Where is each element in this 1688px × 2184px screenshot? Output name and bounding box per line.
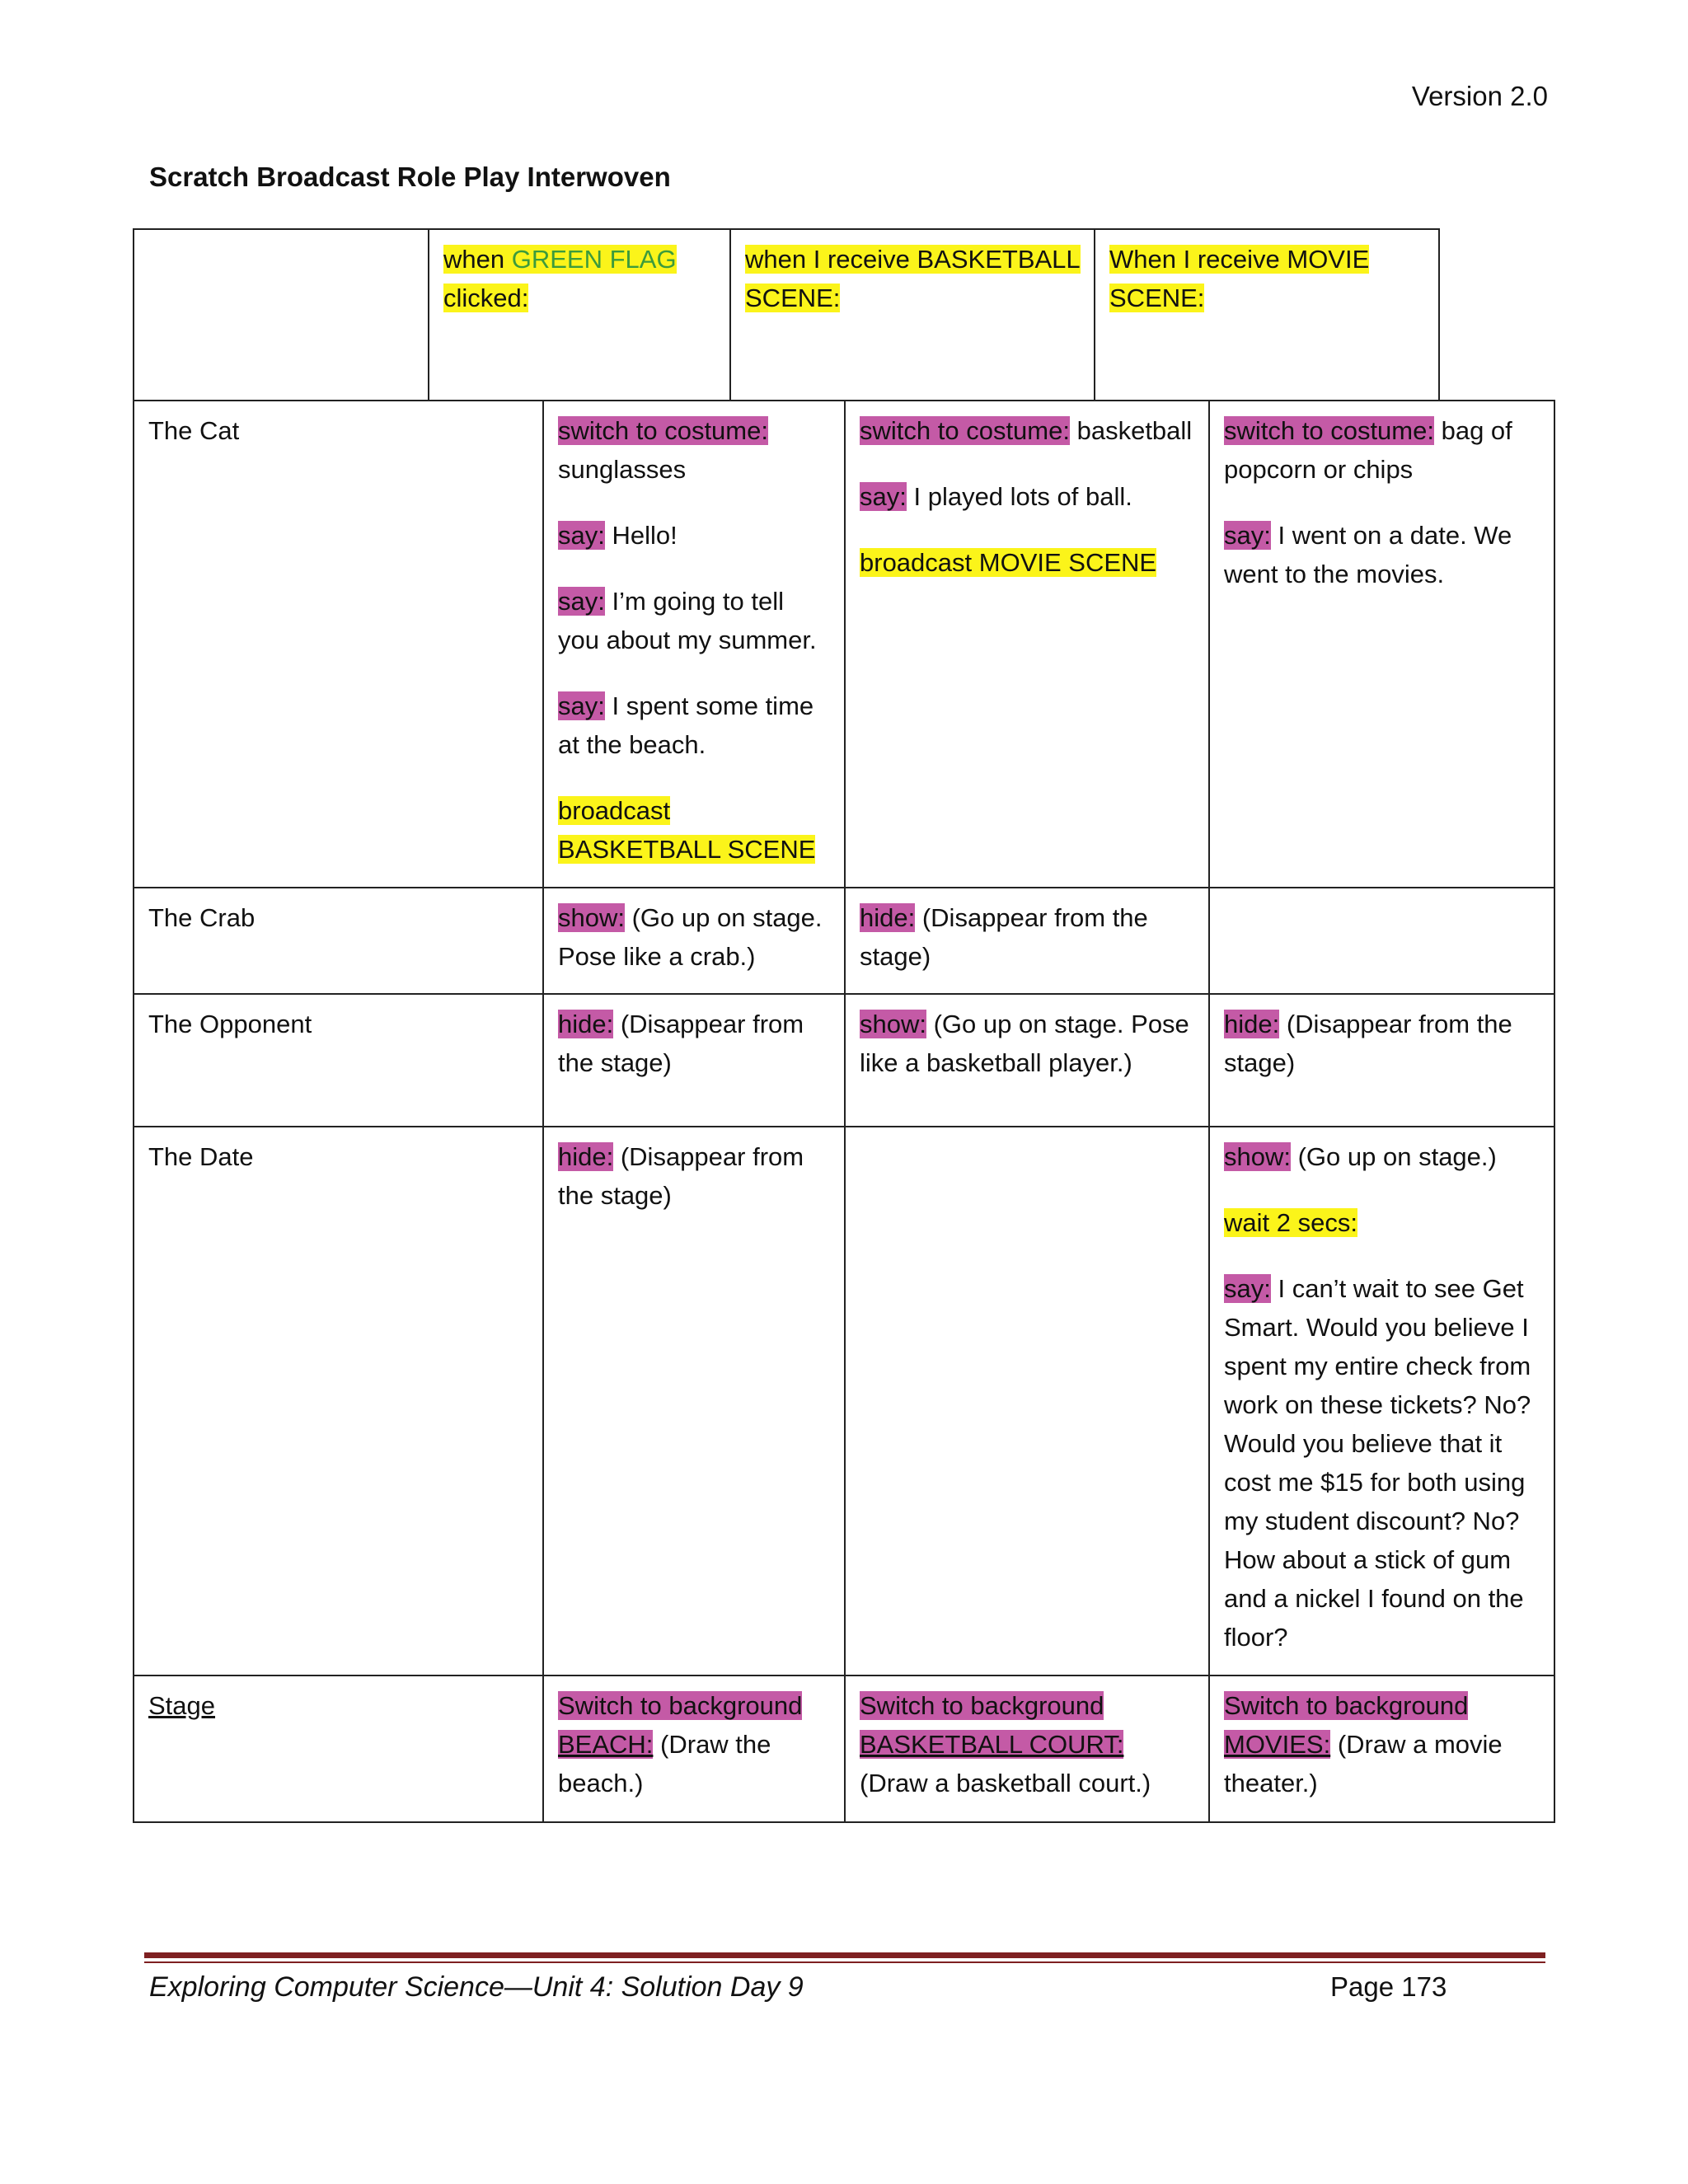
row-date-movie-cell: show: (Go up on stage.) wait 2 secs: say: I can’t wait to see Get Smart. Would you believe I spent my entire check from work on these tickets? No? Would you believe that it cost me $15 for both using my student discount? No? How about a stick of gum and a nickel I found on the floor? xyxy=(1208,1126,1555,1676)
row-cat-name: The Cat xyxy=(148,416,240,445)
footer-course-title: Exploring Computer Science—Unit 4: Solution Day 9 xyxy=(149,1971,804,2003)
cat-script-line: say: I played lots of ball. xyxy=(860,482,1132,511)
row-opponent-movie-cell: hide: (Disappear from the stage) xyxy=(1208,993,1555,1127)
row-date-name: The Date xyxy=(148,1142,254,1171)
footer-rule-thin xyxy=(144,1961,1545,1963)
cat-script-line: say: Hello! xyxy=(558,521,678,550)
row-cat-name-cell xyxy=(133,400,544,888)
row-crab-movie-cell xyxy=(1208,887,1555,995)
row-crab-basketball-cell: hide: (Disappear from the stage) xyxy=(844,887,1210,995)
row-opponent-name: The Opponent xyxy=(148,1010,312,1038)
row-opponent-name-cell xyxy=(133,993,544,1127)
header-basketball-cell xyxy=(729,228,1095,401)
document-title: Scratch Broadcast Role Play Interwoven xyxy=(149,162,671,192)
cat-script-line: switch to costume: bag of popcorn or chips xyxy=(1224,416,1512,484)
green-flag-when: when xyxy=(443,245,512,274)
cat-broadcast-line: broadcast MOVIE SCENE xyxy=(860,548,1157,577)
row-cat-basketball-cell xyxy=(844,400,1210,888)
row-crab-name: The Crab xyxy=(148,903,256,932)
cat-script-line: say: I spent some time at the beach. xyxy=(558,691,814,759)
header-green-flag-cell xyxy=(428,228,731,401)
header-basketball-label: when I receive BASKETBALL SCENE: xyxy=(745,245,1081,312)
row-opponent-basketball-cell: show: (Go up on stage. Pose like a basketball player.) xyxy=(844,993,1210,1127)
row-stage-name: Stage xyxy=(148,1691,216,1720)
row-stage-basketball-cell: Switch to background BASKETBALL COURT: (Draw a basketball court.) xyxy=(844,1675,1210,1823)
cat-script-line: say: I went on a date. We went to the movies. xyxy=(1224,521,1512,588)
row-opponent-green-flag-cell: hide: (Disappear from the stage) xyxy=(542,993,846,1127)
row-date-name-cell xyxy=(133,1126,544,1676)
header-movie-label: When I receive MOVIE SCENE: xyxy=(1109,245,1370,312)
green-flag-clicked: clicked: xyxy=(443,284,529,312)
cat-script-line: switch to costume: basketball xyxy=(860,416,1193,445)
row-stage-movie-cell: Switch to background MOVIES: (Draw a movie theater.) xyxy=(1208,1675,1555,1823)
row-date-green-flag-cell: hide: (Disappear from the stage) xyxy=(542,1126,846,1676)
header-corner-cell xyxy=(133,228,429,401)
row-cat-green-flag-cell xyxy=(542,400,846,888)
row-cat-movie-cell xyxy=(1208,400,1555,888)
cat-script-line: say: I’m going to tell you about my summer. xyxy=(558,587,817,654)
row-stage-name-cell xyxy=(133,1675,544,1823)
row-stage-green-flag-cell: Switch to background BEACH: (Draw the beach.) xyxy=(542,1675,846,1823)
cat-script-line: switch to costume: sunglasses xyxy=(558,416,768,484)
row-crab-green-flag-cell: show: (Go up on stage. Pose like a crab.) xyxy=(542,887,846,995)
footer-page-number: Page 173 xyxy=(1330,1971,1447,2002)
row-crab-name-cell xyxy=(133,887,544,995)
version-label: Version 2.0 xyxy=(1411,81,1548,111)
cat-broadcast-line: broadcast BASKETBALL SCENE xyxy=(558,796,816,864)
green-flag-label: GREEN FLAG xyxy=(511,245,677,274)
row-date-basketball-cell xyxy=(844,1126,1210,1676)
header-movie-cell xyxy=(1094,228,1440,401)
footer-rule xyxy=(144,1952,1545,1958)
